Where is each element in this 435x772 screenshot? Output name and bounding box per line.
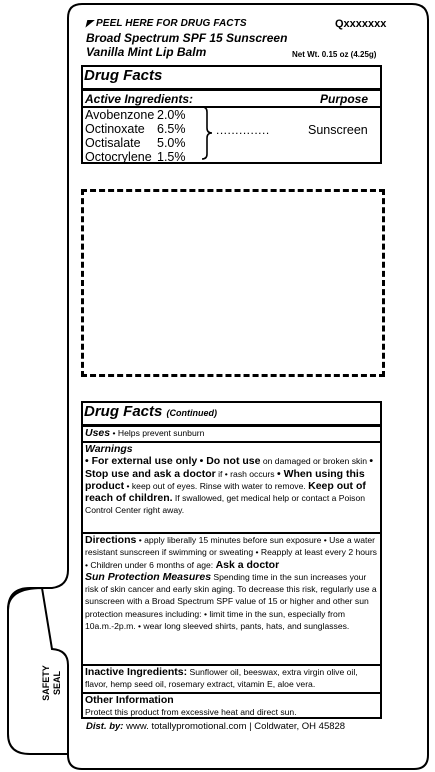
purpose-value: Sunscreen	[308, 123, 368, 137]
brace-icon	[201, 106, 213, 160]
warnings-label: Warnings	[85, 443, 133, 455]
warning-do-not-use-text: on damaged or broken skin	[262, 456, 367, 467]
uses-label: Uses	[85, 427, 111, 439]
active-ingredients-heading: Active Ingredients:	[85, 92, 194, 106]
purpose-leader-dots: ..............	[216, 123, 270, 137]
safety-seal-line2: SEAL	[52, 671, 62, 696]
continued-suffix: (Continued)	[166, 408, 218, 418]
peel-here-label: PEEL HERE FOR DRUG FACTS	[96, 18, 247, 29]
ingredient-name: Octocrylene	[85, 150, 152, 164]
other-info-section	[85, 694, 380, 719]
warning-stop-use: • Stop use and ask a doctor	[85, 455, 374, 480]
distributor-label: Dist. by:	[86, 721, 124, 732]
inactive-text: Sunflower oil, beeswax, extra virgin olive oil, flavor, hemp seed oil, rosemary extract, vitamin E, aloe vera.	[85, 667, 358, 690]
warning-external-use: • For external use only	[85, 455, 198, 468]
directions-text: • apply liberally 15 minutes before sun exposure • Use a water resistant sunscreen if swimming or sweating • Reapply at least every 2 hours • Children under 6 months of age:	[85, 535, 377, 570]
inactive-label: Inactive Ingredients:	[85, 666, 188, 678]
net-weight: Net Wt. 0.15 oz (4.25g)	[292, 50, 377, 59]
warning-when-using: • When using this product	[85, 467, 365, 492]
distributor-text: www. totallypromotional.com | Coldwater, OH 45828	[126, 721, 346, 732]
dashed-placeholder-box	[81, 189, 385, 377]
other-info-text: Protect this product from excessive heat and direct sun.	[85, 707, 297, 718]
ingredient-percent: 2.0%	[157, 108, 186, 122]
warnings-section	[85, 443, 380, 517]
warning-do-not-use: • Do not use	[199, 455, 261, 468]
inactive-section	[85, 666, 380, 691]
directions-label: Directions	[85, 534, 137, 546]
ingredient-percent: 6.5%	[157, 122, 186, 136]
purpose-heading: Purpose	[320, 92, 369, 106]
warning-keep-out-text: If swallowed, get medical help or contact a Poison Control Center right away.	[85, 493, 366, 516]
directions-section	[85, 534, 380, 632]
uses-section	[85, 427, 380, 439]
peel-here-text[interactable]	[86, 18, 247, 29]
continued-title-text: Drug Facts	[84, 403, 163, 420]
sun-protection-text: Spending time in the sun increases your risk of skin cancer and early skin aging. To decrease this risk, regularly use a sunscreen with a Broad Spectrum SPF value of 15 or higher and other sun protection measures including: • limit time in the sun, especially from 10a.m.-2p.m. • wear long sleeved shirts, pants, hats, and sunglasses.	[85, 571, 377, 632]
product-code: Qxxxxxxx	[335, 18, 387, 30]
drug-facts-title: Drug Facts	[84, 67, 163, 84]
product-name-line2: Vanilla Mint Lip Balm	[86, 45, 207, 59]
warning-keep-out: Keep out of reach of children.	[85, 479, 366, 505]
ingredient-name: Avobenzone	[85, 108, 155, 122]
ingredient-name: Octinoxate	[85, 122, 145, 136]
ask-doctor-text: Ask a doctor	[215, 558, 280, 571]
ingredient-name: Octisalate	[85, 136, 141, 150]
ingredient-percent: 1.5%	[157, 150, 186, 164]
distributor-line	[86, 721, 345, 732]
warning-stop-use-text: if • rash occurs	[218, 468, 275, 479]
safety-seal-tab[interactable]	[41, 653, 63, 713]
product-name-line1: Broad Spectrum SPF 15 Sunscreen	[86, 31, 288, 45]
safety-seal-line1: SAFETY	[41, 665, 51, 701]
drug-facts-divider	[81, 88, 382, 91]
other-info-label: Other Information	[85, 694, 174, 706]
peel-arrow-icon: ◤	[86, 18, 94, 28]
ingredient-percent: 5.0%	[157, 136, 186, 150]
warning-when-using-text: • keep out of eyes. Rinse with water to remove.	[126, 480, 306, 491]
uses-text: • Helps prevent sunburn	[112, 428, 205, 438]
drug-facts-continued-title	[84, 403, 217, 420]
sun-protection-label: Sun Protection Measures	[85, 570, 212, 583]
